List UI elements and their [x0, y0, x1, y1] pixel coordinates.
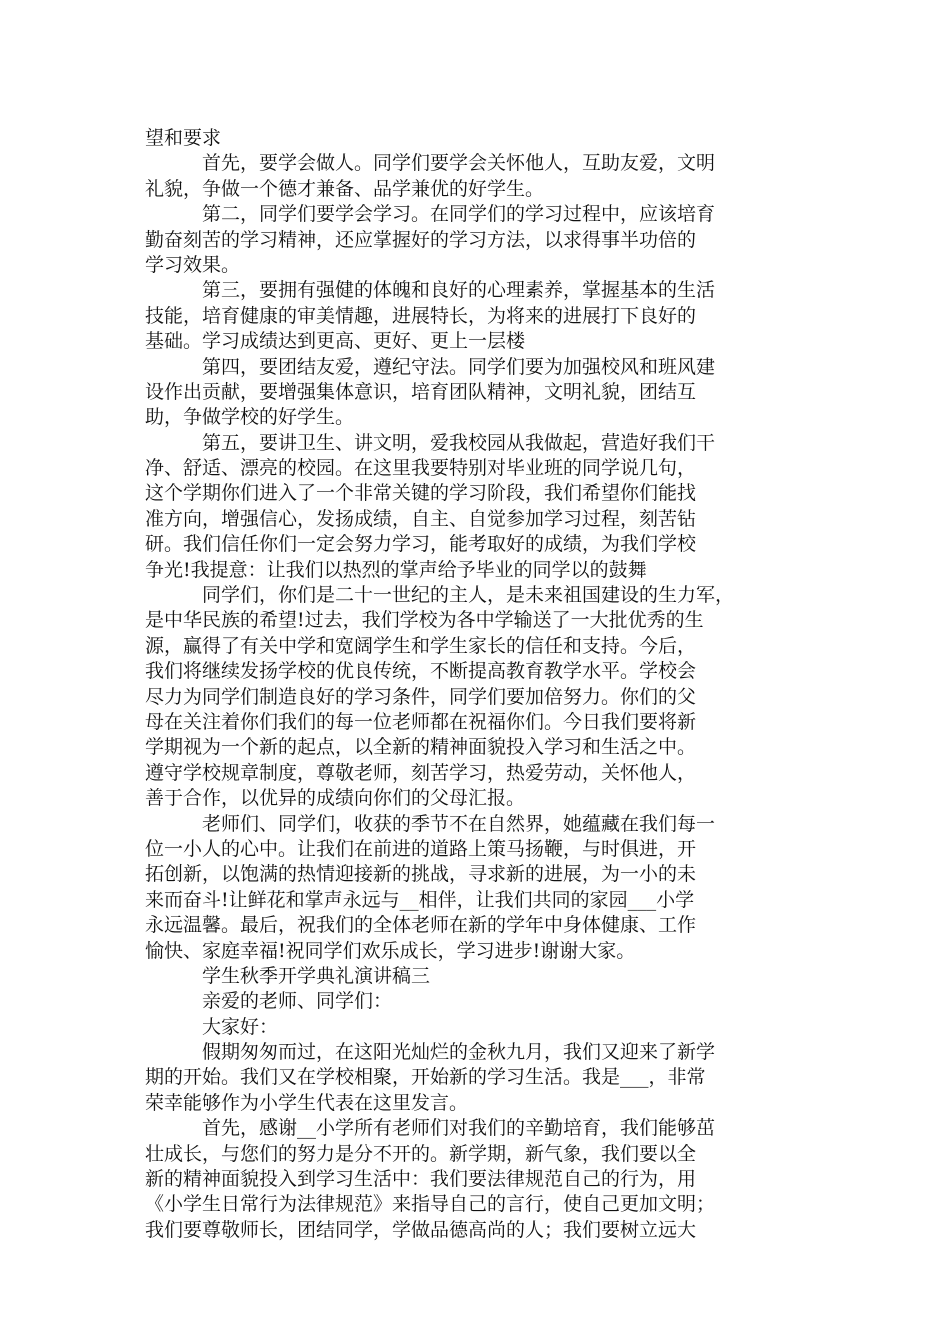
text-line: 尽力为同学们制造良好的学习条件，同学们要加倍努力。你们的父 [145, 685, 697, 708]
text-line: 第二，同学们要学会学习。在同学们的学习过程中，应该培育 [202, 203, 716, 226]
text-line: 同学们，你们是二十一世纪的主人，是未来祖国建设的生力军， [202, 584, 735, 607]
text-line: 第三，要拥有强健的体魄和良好的心理素养，掌握基本的生活 [202, 279, 716, 302]
text-line: 技能，培育健康的审美情趣，进展特长，为将来的进展打下良好的 [145, 304, 697, 327]
text-line: 拓创新，以饱满的热情迎接新的挑战，寻求新的进展，为一小的未 [145, 863, 697, 886]
text-line: 来而奋斗!让鲜花和掌声永远与__相伴，让我们共同的家园___小学 [145, 888, 695, 911]
text-line: 礼貌，争做一个德才兼备、品学兼优的好学生。 [145, 177, 545, 200]
text-line: 老师们、同学们，收获的季节不在自然界，她蕴藏在我们每一 [202, 812, 716, 835]
text-line: 学生秋季开学典礼演讲稿三 [202, 964, 431, 987]
text-line: 永远温馨。最后，祝我们的全体老师在新的学年中身体健康、工作 [145, 914, 697, 937]
text-line: 我们要尊敬师长，团结同学，学做品德高尚的人；我们要树立远大 [145, 1218, 697, 1241]
text-line: 设作出贡献，要增强集体意识，培育团队精神，文明礼貌，团结互 [145, 380, 697, 403]
text-line: 位一小人的心中。让我们在前进的道路上策马扬鞭，与时俱进，开 [145, 837, 697, 860]
text-line: 假期匆匆而过，在这阳光灿烂的金秋九月，我们又迎来了新学 [202, 1041, 716, 1064]
text-line: 第五，要讲卫生、讲文明，爱我校园从我做起，营造好我们干 [202, 431, 716, 454]
text-line: 期的开始。我们又在学校相聚，开始新的学习生活。我是___，非常 [145, 1066, 706, 1089]
text-line: 新的精神面貌投入到学习生活中：我们要法律规范自己的行为，用 [145, 1168, 697, 1191]
text-line: 遵守学校规章制度，尊敬老师，刻苦学习，热爱劳动，关怀他人， [145, 761, 697, 784]
text-line: 善于合作，以优异的成绩向你们的父母汇报。 [145, 787, 526, 810]
text-line: 学习效果。 [145, 253, 241, 276]
text-line: 勤奋刻苦的学习精神，还应掌握好的学习方法，以求得事半功倍的 [145, 228, 697, 251]
text-line: 我们将继续发扬学校的优良传统，不断提高教育教学水平。学校会 [145, 660, 697, 683]
text-line: 助，争做学校的好学生。 [145, 406, 355, 429]
text-line: 首先，感谢__小学所有老师们对我们的辛勤培育，我们能够茁 [202, 1117, 716, 1140]
text-line: 是中华民族的希望!过去，我们学校为各中学输送了一大批优秀的生 [145, 609, 704, 632]
text-line: 亲爱的老师、同学们： [202, 990, 393, 1013]
document-body [145, 126, 805, 1243]
text-line: 这个学期你们进入了一个非常关键的学习阶段，我们希望你们能找 [145, 482, 697, 505]
text-line: 首先，要学会做人。同学们要学会关怀他人，互助友爱，文明 [202, 152, 716, 175]
text-line: 壮成长，与您们的努力是分不开的。新学期，新气象，我们要以全 [145, 1142, 697, 1165]
text-line: 净、舒适、漂亮的校园。在这里我要特别对毕业班的同学说几句， [145, 457, 697, 480]
text-line: 大家好： [202, 1015, 279, 1038]
text-line: 望和要求 [145, 127, 222, 149]
text-line: 荣幸能够作为小学生代表在这里发言。 [145, 1091, 469, 1114]
text-line: 《小学生日常行为法律规范》来指导自己的言行，使自己更加文明； [145, 1193, 716, 1216]
text-line: 第四，要团结友爱，遵纪守法。同学们要为加强校风和班风建 [202, 355, 716, 378]
text-line: 研。我们信任你们一定会努力学习，能考取好的成绩，为我们学校 [145, 533, 697, 556]
text-line: 争光!我提意：让我们以热烈的掌声给予毕业的同学以的鼓舞 [145, 558, 647, 581]
text-line: 准方向，增强信心，发扬成绩，自主、自觉参加学习过程，刻苦钻 [145, 507, 697, 530]
text-line: 愉快、家庭幸福!祝同学们欢乐成长，学习进步!谢谢大家。 [145, 939, 636, 962]
text-line: 基础。学习成绩达到更高、更好、更上一层楼 [145, 330, 526, 353]
text-line: 母在关注着你们我们的每一位老师都在祝福你们。今日我们要将新 [145, 710, 697, 733]
text-line: 源，赢得了有关中学和宽阔学生和学生家长的信任和支持。今后， [145, 634, 697, 657]
text-line: 学期视为一个新的起点，以全新的精神面貌投入学习和生活之中。 [145, 736, 697, 759]
